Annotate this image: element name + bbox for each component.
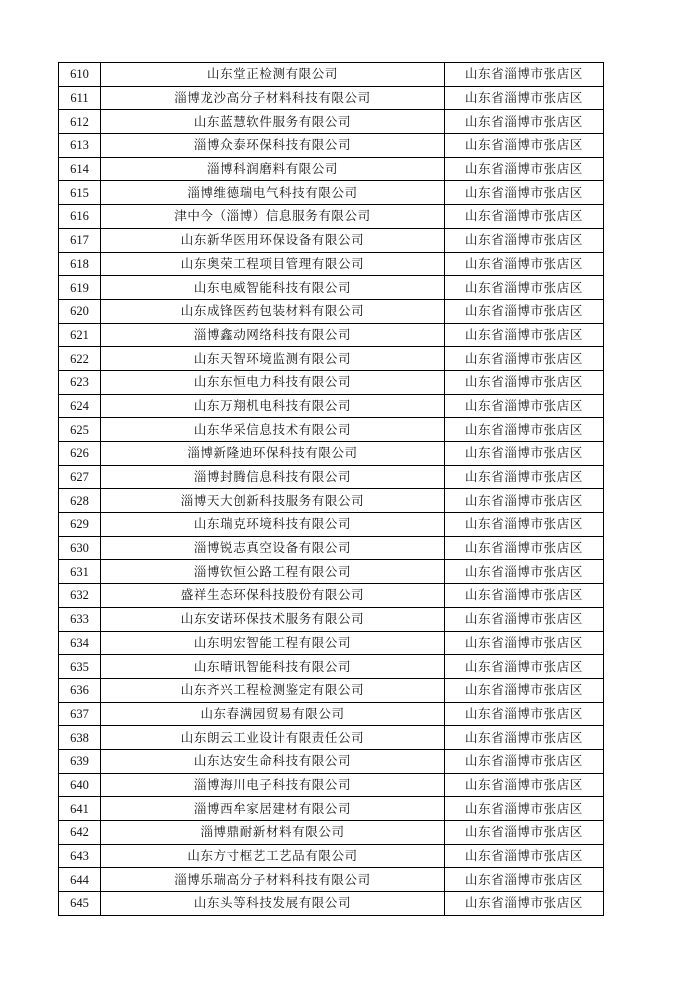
row-number-cell: 638 xyxy=(59,726,101,750)
table-row xyxy=(59,299,604,323)
row-number-cell: 645 xyxy=(59,892,101,916)
table-row xyxy=(59,442,604,466)
row-number-cell: 623 xyxy=(59,370,101,394)
region-cell: 山东省淄博市张店区 xyxy=(445,726,604,750)
company-name-cell: 山东春满园贸易有限公司 xyxy=(101,702,445,726)
row-number-cell: 613 xyxy=(59,134,101,158)
region-cell: 山东省淄博市张店区 xyxy=(445,86,604,110)
region-cell: 山东省淄博市张店区 xyxy=(445,749,604,773)
region-cell: 山东省淄博市张店区 xyxy=(445,63,604,87)
company-name-cell: 淄博锐志真空设备有限公司 xyxy=(101,536,445,560)
company-name-cell: 山东瑞克环境科技有限公司 xyxy=(101,513,445,537)
company-name-cell: 山东蓝慧软件服务有限公司 xyxy=(101,110,445,134)
region-cell: 山东省淄博市张店区 xyxy=(445,370,604,394)
company-name-cell: 山东奥荣工程项目管理有限公司 xyxy=(101,252,445,276)
table-row xyxy=(59,797,604,821)
row-number-cell: 625 xyxy=(59,418,101,442)
row-number-cell: 618 xyxy=(59,252,101,276)
region-cell: 山东省淄博市张店区 xyxy=(445,442,604,466)
company-name-cell: 山东电威智能科技有限公司 xyxy=(101,276,445,300)
region-cell: 山东省淄博市张店区 xyxy=(445,584,604,608)
row-number-cell: 621 xyxy=(59,323,101,347)
table-row xyxy=(59,276,604,300)
region-cell: 山东省淄博市张店区 xyxy=(445,228,604,252)
row-number-cell: 628 xyxy=(59,489,101,513)
company-name-cell: 山东达安生命科技有限公司 xyxy=(101,749,445,773)
row-number-cell: 617 xyxy=(59,228,101,252)
row-number-cell: 633 xyxy=(59,607,101,631)
row-number-cell: 611 xyxy=(59,86,101,110)
row-number-cell: 644 xyxy=(59,868,101,892)
company-name-cell: 盛祥生态环保科技股份有限公司 xyxy=(101,584,445,608)
company-name-cell: 山东方寸框艺工艺品有限公司 xyxy=(101,844,445,868)
company-name-cell: 山东晴讯智能科技有限公司 xyxy=(101,655,445,679)
row-number-cell: 632 xyxy=(59,584,101,608)
row-number-cell: 637 xyxy=(59,702,101,726)
table-row xyxy=(59,584,604,608)
table-row xyxy=(59,394,604,418)
table-row xyxy=(59,370,604,394)
company-name-cell: 淄博西牟家居建材有限公司 xyxy=(101,797,445,821)
region-cell: 山东省淄博市张店区 xyxy=(445,702,604,726)
company-name-cell: 淄博海川电子科技有限公司 xyxy=(101,773,445,797)
company-name-cell: 淄博维德瑞电气科技有限公司 xyxy=(101,181,445,205)
row-number-cell: 629 xyxy=(59,513,101,537)
region-cell: 山东省淄博市张店区 xyxy=(445,276,604,300)
table-row xyxy=(59,252,604,276)
company-name-cell: 山东堂正检测有限公司 xyxy=(101,63,445,87)
region-cell: 山东省淄博市张店区 xyxy=(445,655,604,679)
region-cell: 山东省淄博市张店区 xyxy=(445,252,604,276)
table-row xyxy=(59,726,604,750)
region-cell: 山东省淄博市张店区 xyxy=(445,892,604,916)
company-name-cell: 淄博科润磨料有限公司 xyxy=(101,157,445,181)
row-number-cell: 643 xyxy=(59,844,101,868)
table-row xyxy=(59,702,604,726)
row-number-cell: 641 xyxy=(59,797,101,821)
row-number-cell: 635 xyxy=(59,655,101,679)
region-cell: 山东省淄博市张店区 xyxy=(445,347,604,371)
table-row xyxy=(59,749,604,773)
table-row xyxy=(59,418,604,442)
row-number-cell: 622 xyxy=(59,347,101,371)
table-row xyxy=(59,631,604,655)
region-cell: 山东省淄博市张店区 xyxy=(445,821,604,845)
table-row xyxy=(59,228,604,252)
region-cell: 山东省淄博市张店区 xyxy=(445,181,604,205)
region-cell: 山东省淄博市张店区 xyxy=(445,205,604,229)
row-number-cell: 624 xyxy=(59,394,101,418)
region-cell: 山东省淄博市张店区 xyxy=(445,513,604,537)
table-row xyxy=(59,607,604,631)
region-cell: 山东省淄博市张店区 xyxy=(445,797,604,821)
table-row xyxy=(59,86,604,110)
region-cell: 山东省淄博市张店区 xyxy=(445,394,604,418)
table-row xyxy=(59,110,604,134)
row-number-cell: 626 xyxy=(59,442,101,466)
row-number-cell: 631 xyxy=(59,560,101,584)
company-name-cell: 山东朗云工业设计有限责任公司 xyxy=(101,726,445,750)
region-cell: 山东省淄博市张店区 xyxy=(445,631,604,655)
region-cell: 山东省淄博市张店区 xyxy=(445,110,604,134)
company-name-cell: 山东东恒电力科技有限公司 xyxy=(101,370,445,394)
table-row xyxy=(59,844,604,868)
company-name-cell: 淄博众泰环保科技有限公司 xyxy=(101,134,445,158)
company-name-cell: 淄博新隆迪环保科技有限公司 xyxy=(101,442,445,466)
table-row xyxy=(59,323,604,347)
company-name-cell: 淄博天大创新科技服务有限公司 xyxy=(101,489,445,513)
table-row xyxy=(59,773,604,797)
row-number-cell: 640 xyxy=(59,773,101,797)
table-row xyxy=(59,465,604,489)
region-cell: 山东省淄博市张店区 xyxy=(445,157,604,181)
region-cell: 山东省淄博市张店区 xyxy=(445,465,604,489)
company-name-cell: 津中今（淄博）信息服务有限公司 xyxy=(101,205,445,229)
region-cell: 山东省淄博市张店区 xyxy=(445,678,604,702)
table-row xyxy=(59,513,604,537)
table-row xyxy=(59,655,604,679)
table-row xyxy=(59,63,604,87)
table-row xyxy=(59,678,604,702)
company-name-cell: 淄博封腾信息科技有限公司 xyxy=(101,465,445,489)
table-row xyxy=(59,536,604,560)
row-number-cell: 636 xyxy=(59,678,101,702)
row-number-cell: 642 xyxy=(59,821,101,845)
region-cell: 山东省淄博市张店区 xyxy=(445,868,604,892)
company-name-cell: 山东头等科技发展有限公司 xyxy=(101,892,445,916)
region-cell: 山东省淄博市张店区 xyxy=(445,607,604,631)
table-row xyxy=(59,205,604,229)
row-number-cell: 634 xyxy=(59,631,101,655)
row-number-cell: 612 xyxy=(59,110,101,134)
company-name-cell: 淄博钦恒公路工程有限公司 xyxy=(101,560,445,584)
table-row xyxy=(59,134,604,158)
region-cell: 山东省淄博市张店区 xyxy=(445,844,604,868)
table-row xyxy=(59,347,604,371)
company-name-cell: 山东新华医用环保设备有限公司 xyxy=(101,228,445,252)
row-number-cell: 620 xyxy=(59,299,101,323)
table-row xyxy=(59,489,604,513)
company-list-table xyxy=(58,62,604,916)
company-name-cell: 山东齐兴工程检测鉴定有限公司 xyxy=(101,678,445,702)
region-cell: 山东省淄博市张店区 xyxy=(445,418,604,442)
table-row xyxy=(59,181,604,205)
company-name-cell: 山东明宏智能工程有限公司 xyxy=(101,631,445,655)
table-row xyxy=(59,868,604,892)
table-row xyxy=(59,560,604,584)
region-cell: 山东省淄博市张店区 xyxy=(445,489,604,513)
table-row xyxy=(59,892,604,916)
region-cell: 山东省淄博市张店区 xyxy=(445,299,604,323)
region-cell: 山东省淄博市张店区 xyxy=(445,560,604,584)
row-number-cell: 619 xyxy=(59,276,101,300)
company-name-cell: 淄博龙沙高分子材料科技有限公司 xyxy=(101,86,445,110)
company-name-cell: 山东成锋医药包装材料有限公司 xyxy=(101,299,445,323)
company-name-cell: 淄博鼎耐新材料有限公司 xyxy=(101,821,445,845)
region-cell: 山东省淄博市张店区 xyxy=(445,134,604,158)
region-cell: 山东省淄博市张店区 xyxy=(445,323,604,347)
table-row xyxy=(59,821,604,845)
company-name-cell: 山东安诺环保技术服务有限公司 xyxy=(101,607,445,631)
company-name-cell: 淄博鑫动网络科技有限公司 xyxy=(101,323,445,347)
table-row xyxy=(59,157,604,181)
row-number-cell: 630 xyxy=(59,536,101,560)
row-number-cell: 616 xyxy=(59,205,101,229)
company-name-cell: 山东天智环境监测有限公司 xyxy=(101,347,445,371)
region-cell: 山东省淄博市张店区 xyxy=(445,536,604,560)
row-number-cell: 615 xyxy=(59,181,101,205)
region-cell: 山东省淄博市张店区 xyxy=(445,773,604,797)
company-name-cell: 山东华采信息技术有限公司 xyxy=(101,418,445,442)
row-number-cell: 627 xyxy=(59,465,101,489)
row-number-cell: 610 xyxy=(59,63,101,87)
company-list-body xyxy=(59,63,604,916)
company-name-cell: 山东万翔机电科技有限公司 xyxy=(101,394,445,418)
company-name-cell: 淄博乐瑞高分子材料科技有限公司 xyxy=(101,868,445,892)
row-number-cell: 614 xyxy=(59,157,101,181)
row-number-cell: 639 xyxy=(59,749,101,773)
